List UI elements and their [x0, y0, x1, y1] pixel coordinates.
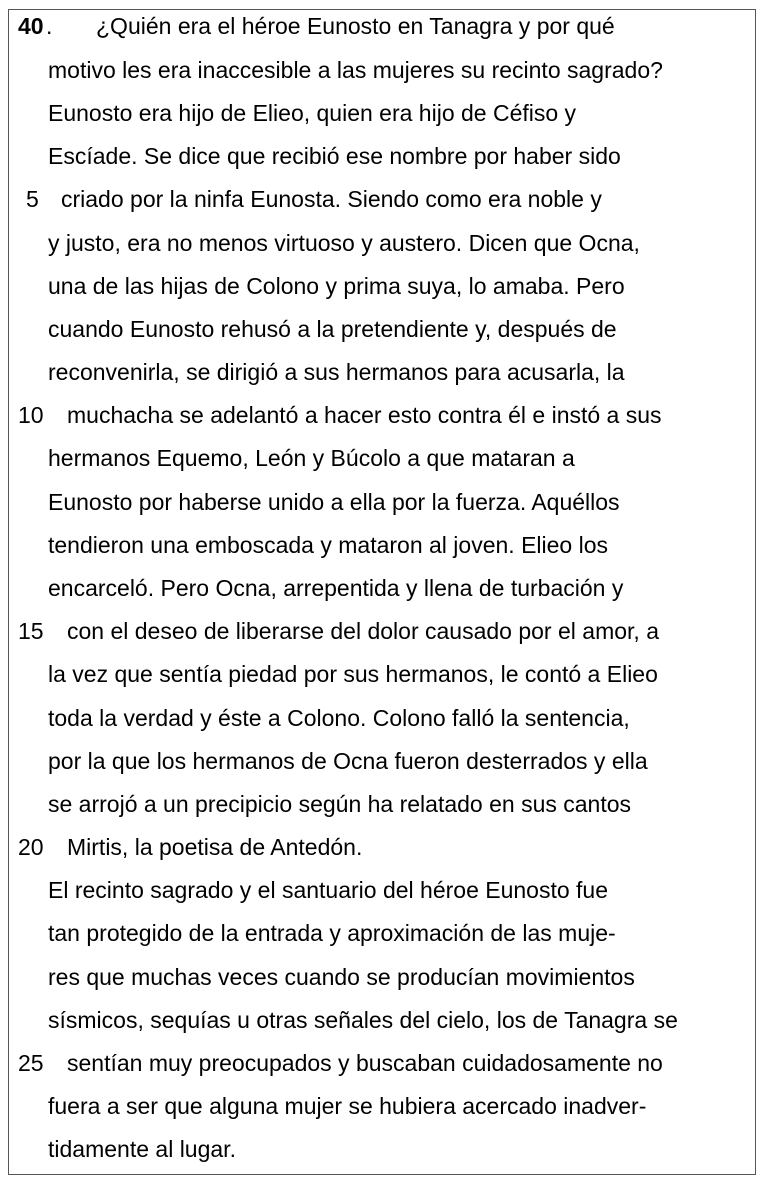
- text-line: [0, 271, 766, 301]
- line-text: toda la verdad y éste a Colono. Colono falló la sentencia,: [48, 705, 630, 731]
- line-text: Eunosto por haberse unido a ella por la fuerza. Aquéllos: [48, 489, 620, 515]
- line-text: reconvenirla, se dirigió a sus hermanos para acusarla, la: [48, 359, 625, 385]
- text-line: [0, 918, 766, 948]
- text-line-numbered: [0, 400, 766, 430]
- line-text: con el deseo de liberarse del dolor causado por el amor, a: [67, 618, 659, 644]
- text-line-numbered: [0, 832, 766, 862]
- line-text: muchacha se adelantó a hacer esto contra él e instó a sus: [67, 402, 662, 428]
- line-text: sísmicos, sequías u otras señales del cielo, los de Tanagra se: [48, 1007, 678, 1033]
- line-number: 20: [18, 834, 44, 860]
- line-text: una de las hijas de Colono y prima suya, lo amaba. Pero: [48, 273, 625, 299]
- line-text: res que muchas veces cuando se producían movimientos: [48, 964, 635, 990]
- line-text: tidamente al lugar.: [48, 1136, 236, 1162]
- text-line: [0, 746, 766, 776]
- text-line: [0, 573, 766, 603]
- text-line: [0, 98, 766, 128]
- line-text: por la que los hermanos de Ocna fueron desterrados y ella: [48, 748, 648, 774]
- text-line: [0, 659, 766, 689]
- chapter-number-dot: .: [46, 13, 53, 39]
- line-text: fuera a ser que alguna mujer se hubiera acercado inadver-: [48, 1093, 647, 1119]
- line-text: tan protegido de la entrada y aproximación de las muje-: [48, 920, 616, 946]
- line-text: Eunosto era hijo de Elieo, quien era hijo de Céfiso y: [48, 100, 577, 126]
- line-number: 15: [18, 618, 44, 644]
- text-line: [0, 55, 766, 85]
- text-line: [0, 530, 766, 560]
- text-line: [0, 703, 766, 733]
- text-line-numbered: [0, 1048, 766, 1078]
- text-line: [0, 228, 766, 258]
- text-line-numbered: [0, 184, 766, 214]
- text-line: [0, 314, 766, 344]
- heading-line: [0, 11, 766, 41]
- line-text: Mirtis, la poetisa de Antedón.: [67, 834, 363, 860]
- text-line: [0, 1134, 766, 1164]
- text-line: [0, 1091, 766, 1121]
- line-text: y justo, era no menos virtuoso y austero. Dicen que Ocna,: [48, 230, 640, 256]
- line-text: sentían muy preocupados y buscaban cuidadosamente no: [67, 1050, 663, 1076]
- text-line: [0, 789, 766, 819]
- text-line: [0, 141, 766, 171]
- line-number: 25: [18, 1050, 44, 1076]
- line-number: 5: [26, 186, 39, 212]
- line-text: hermanos Equemo, León y Búcolo a que mataran a: [48, 445, 575, 471]
- line-text: El recinto sagrado y el santuario del héroe Eunosto fue: [48, 877, 609, 903]
- line-text: criado por la ninfa Eunosta. Siendo como era noble y: [61, 186, 602, 212]
- line-text: encarceló. Pero Ocna, arrepentida y llena de turbación y: [48, 575, 624, 601]
- line-text: Escíade. Se dice que recibió ese nombre por haber sido: [48, 143, 621, 169]
- text-line: [0, 443, 766, 473]
- line-text: tendieron una emboscada y mataron al joven. Elieo los: [48, 532, 609, 558]
- line-text: la vez que sentía piedad por sus hermanos, le contó a Elieo: [48, 661, 658, 687]
- line-number: 10: [18, 402, 44, 428]
- chapter-number: 40: [18, 13, 44, 39]
- line-text: cuando Eunosto rehusó a la pretendiente y, después de: [48, 316, 617, 342]
- text-line: [0, 1005, 766, 1035]
- text-line-numbered: [0, 616, 766, 646]
- text-line: [0, 962, 766, 992]
- text-line: [0, 487, 766, 517]
- line-text: motivo les era inaccesible a las mujeres su recinto sagrado?: [48, 57, 663, 83]
- question-text: ¿Quién era el héroe Eunosto en Tanagra y por qué: [96, 13, 615, 39]
- text-line: [0, 875, 766, 905]
- text-line: [0, 357, 766, 387]
- line-text: se arrojó a un precipicio según ha relatado en sus cantos: [48, 791, 632, 817]
